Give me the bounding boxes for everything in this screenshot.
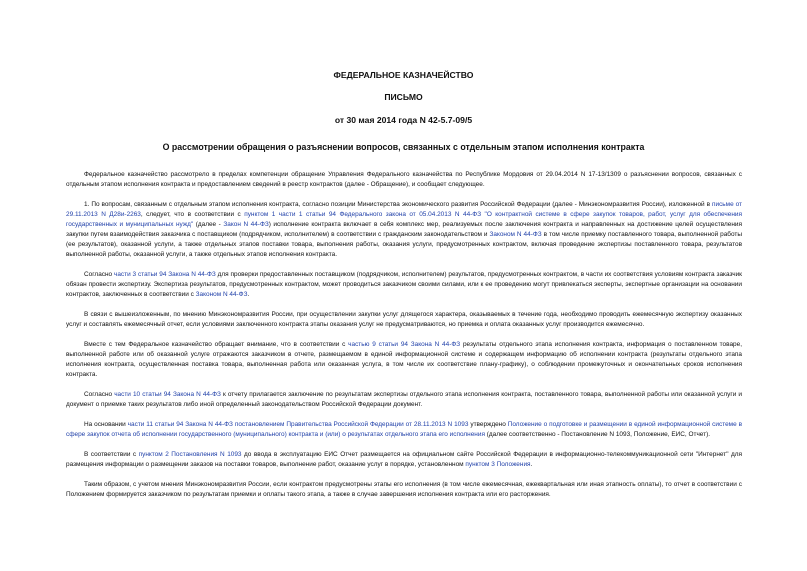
document-link[interactable]: части 10 статьи 94 Закона N 44-ФЗ [114, 391, 221, 398]
paragraph-text: В соответствии с [84, 451, 139, 458]
document-link[interactable]: Законом N 44-ФЗ [195, 291, 248, 298]
document-link[interactable]: частью 9 статьи 94 Закона N 44-ФЗ [348, 341, 461, 348]
document-body [66, 170, 742, 510]
document-link[interactable]: пунктом 2 Постановления N 1093 [138, 451, 242, 458]
paragraph [66, 270, 742, 300]
paragraph-text: , следует, что в соответствии с [140, 211, 245, 218]
paragraph [66, 390, 742, 410]
doc-type-heading: ПИСЬМО [384, 92, 423, 102]
document-link[interactable]: пунктом 1 части 1 статьи 94 Федерального закона от 05.04.2013 N 44-ФЗ "О контрактной системе в сфере закупок товаров, работ, услуг для обеспечения государственных и муниципальных нужд" [66, 211, 742, 228]
org-heading: ФЕДЕРАЛЬНОЕ КАЗНАЧЕЙСТВО [333, 70, 474, 80]
document-link[interactable]: Закон N 44-ФЗ [223, 221, 269, 228]
paragraph-text: . [247, 291, 250, 298]
paragraph [66, 200, 742, 260]
paragraph [66, 480, 742, 500]
paragraph-text: (далее соответственно - Постановление N 1093, Положение, ЕИС, Отчет). [484, 431, 711, 438]
document-link[interactable]: части 3 статьи 94 Закона N 44-ФЗ [113, 271, 216, 278]
paragraph-text: Таким образом, с учетом мнения Минэкономразвития России, если контрактом предусмотрены этапы его исполнения (в том числе ежемесячная, ежеквартальная или иная этапность оплаты), то отчет в соответствии с Положением формируется заказчиком по результатам приемки и оплаты такого этапа, а также в случае завершения исполнения контракта или его расторжения. [66, 481, 742, 498]
paragraph-text: результаты отдельного этапа исполнения контракта, информация о поставленном товаре, выполненной работе или об оказанной услуге отражаются заказчиком в отчете, размещаемом в единой информационной системе и содержащем информацию об исполнении контракта (результаты отдельного этапа исполнения контракта, осуществленная поставка товара, выполненная работа или оказанная услуга, в том числе их соответствие плану-графику), о соблюдении промежуточных и окончательных сроков исполнения контракта. [66, 341, 743, 378]
paragraph-text: Федеральное казначейство рассмотрело в пределах компетенции обращение Управления Федерального казначейства по Республике Мордовия от 29.04.2014 N 17-13/1309 о разъяснении вопросов, связанных с отдельным этапом исполнения контракта и предоставлением сведений в реестр контрактов (далее - Обращение), и сообщает следующее. [66, 171, 742, 188]
paragraph-text: в том числе приемку поставленного товара, выполненной работы (ее результатов), оказанной услуги, а также отдельных этапов поставки товара, выполнения работы, оказания услуги, предусмотренных контрактом, включая проведение экспертизы поставленного товара, результатов выполненной работы, оказанной услуги, а также отдельных этапов исполнения контракта. [66, 231, 742, 258]
document-link[interactable]: письме от 29.11.2013 N Д28и-2263 [66, 201, 742, 218]
document-link[interactable]: части 11 статьи 94 Закона N 44-ФЗ [127, 421, 233, 428]
paragraph [66, 310, 742, 330]
paragraph [66, 420, 742, 440]
paragraph [66, 340, 742, 380]
paragraph-text: Согласно [84, 391, 115, 398]
paragraph [66, 170, 742, 190]
paragraph [66, 450, 742, 470]
paragraph-text: утверждено [468, 421, 508, 428]
paragraph-text: Согласно [84, 271, 114, 278]
document-link[interactable]: Законом N 44-ФЗ [489, 231, 542, 238]
document-title: О рассмотрении обращения о разъяснении вопросов, связанных с отдельным этапом исполнения контракта [162, 142, 645, 152]
date-number-heading: от 30 мая 2014 года N 42-5.7-09/5 [334, 115, 473, 125]
paragraph-text: для проверки предоставленных поставщиком (подрядчиком, исполнителем) результатов, предусмотренных контрактом, в части их соответствия условиям контракта заказчик обязан провести экспертизу. Экспертиза результатов, предусмотренных контрактом, может проводиться заказчиком своими силами, или к ее проведению могут привлекаться эксперты, экспертные организации на основании контрактов, заключенных в соответствии с [66, 271, 742, 298]
paragraph-text: до ввода в эксплуатацию ЕИС Отчет размещается на официальном сайте Российской Федерации в информационно-телекоммуникационной сети "Интернет" для размещения информации о размещении заказов на поставки товаров, выполнение работ, оказание услуг в порядке, установленном [66, 451, 743, 468]
document-link[interactable]: постановлением Правительства Российской Федерации от 28.11.2013 N 1093 [234, 421, 469, 428]
paragraph-text: (далее - [193, 221, 224, 228]
document-link[interactable]: пунктом 3 Положения [465, 461, 531, 468]
paragraph-text: к отчету прилагается заключение по результатам экспертизы отдельного этапа исполнения контракта, поставленного товара, выполненной работы или оказанной услуги и документ о приемке таких результатов либо иной определенный законодательством Российской Федерации документ. [66, 391, 742, 408]
paragraph-text: 1. По вопросам, связанным с отдельным этапом исполнения контракта, согласно позиции Министерства экономического развития Российской Федерации (далее - Минэкономразвития России), изложенной в [84, 201, 712, 208]
paragraph-text: На основании [84, 421, 128, 428]
paragraph-text: Вместе с тем Федеральное казначейство обращает внимание, что в соответствии с [84, 341, 349, 348]
paragraph-text: ) исполнение контракта включает в себя комплекс мер, реализуемых после заключения контракта и направленных на достижение целей осуществления закупки путем взаимодействия заказчика с поставщиком (подрядчиком, исполнителем) в соответствии с гражданским законодательством и [66, 221, 742, 238]
document-link[interactable]: Положение о подготовке и размещении в единой информационной системе в сфере закупок отчета об исполнении государственного (муниципального) контракта и (или) о результатах отдельного этапа его исполнения [66, 421, 743, 438]
paragraph-text: В связи с вышеизложенным, по мнению Минэкономразвития России, при осуществлении закупки услуг длящегося характера, оказываемых в течение года, необходимо проводить ежемесячную экспертизу оказанных услуг и составлять ежемесячный отчет, если условиями заключенного контракта этапы оказания услуг не предусматриваются, но приемка и оплата оказанных услуг производится ежемесячно. [66, 311, 742, 328]
paragraph-text: . [530, 461, 533, 468]
